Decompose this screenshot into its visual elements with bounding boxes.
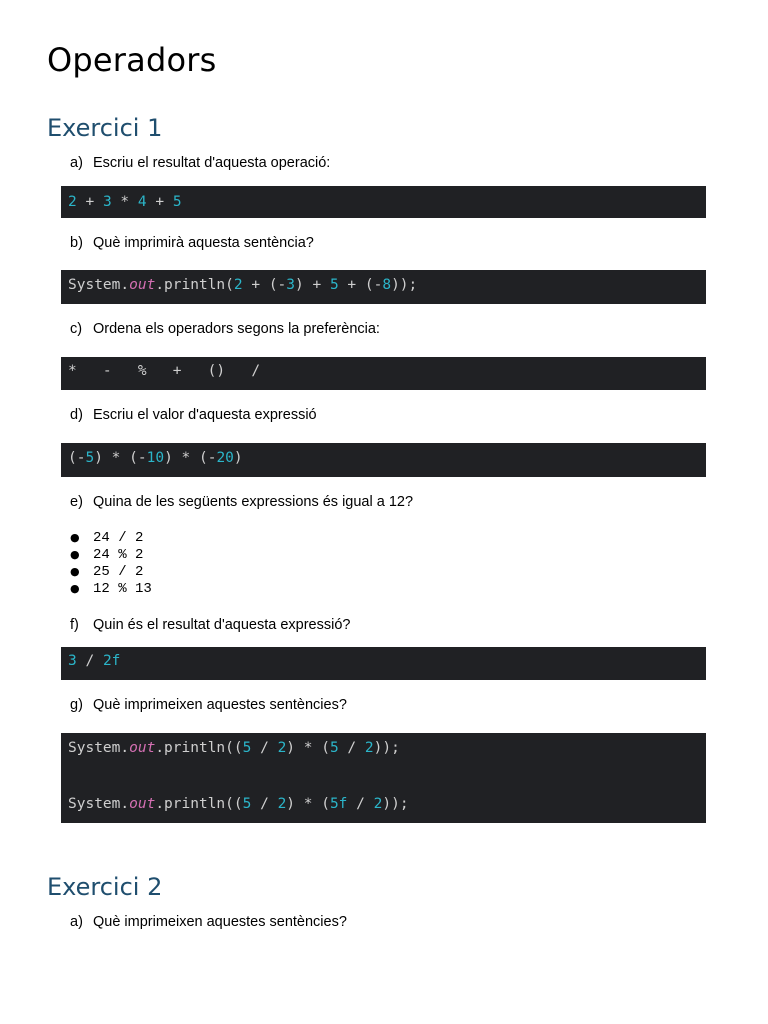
code-number: 2 — [233, 277, 243, 293]
exercise-1-heading: Exercici 1 — [47, 114, 163, 142]
code-text: ) * (- — [164, 450, 217, 466]
question-label: a) — [70, 155, 83, 171]
code-number: 2 — [364, 740, 374, 756]
code-number: 5 — [242, 740, 252, 756]
code-block-c — [61, 357, 706, 390]
question-text: Què imprimeixen aquestes sentències? — [93, 697, 347, 713]
list-item: ● 24 % 2 — [70, 547, 144, 563]
bullet-icon: ● — [70, 531, 80, 544]
code-number: 5f — [329, 796, 348, 812]
question-a — [70, 155, 330, 171]
code-number: 5 — [242, 796, 252, 812]
code-number: 2 — [277, 796, 287, 812]
code-number: 3 — [102, 194, 112, 210]
code-number: 5 — [329, 740, 339, 756]
code-text: ) — [233, 450, 243, 466]
code-number: 3 — [286, 277, 296, 293]
code-number: 5 — [172, 194, 182, 210]
question-text: Què imprimirà aquesta sentència? — [93, 235, 314, 251]
question-c — [70, 321, 380, 337]
question-text: Escriu el resultat d'aquesta operació: — [93, 155, 331, 171]
code-block-b — [61, 270, 706, 304]
code-line-2: System.out.println((5 / 2) * (5f / 2)); — [68, 796, 409, 812]
code-number: 5 — [329, 277, 339, 293]
code-block-a — [61, 186, 706, 218]
code-operator: * — [111, 194, 138, 210]
question-text: Quin és el resultat d'aquesta expressió? — [93, 617, 351, 633]
code-number: 3 — [68, 653, 77, 669]
code-number: 2f — [102, 653, 121, 669]
options-list — [70, 529, 152, 597]
code-number: 10 — [146, 450, 165, 466]
code-text: + (- — [338, 277, 383, 293]
code-operator: / — [76, 653, 103, 669]
code-text: ) + — [295, 277, 330, 293]
question-g — [70, 697, 347, 713]
question-e — [70, 494, 413, 510]
question-text: Ordena els operadors segons la preferència: — [93, 321, 380, 337]
code-number: 8 — [382, 277, 392, 293]
code-field: out — [129, 740, 156, 756]
question-label: a) — [70, 914, 83, 930]
code-operator: + — [146, 194, 173, 210]
code-text: ) * (- — [94, 450, 147, 466]
code-text: .println( — [155, 277, 234, 293]
question-label: b) — [70, 235, 83, 251]
question-label: f) — [70, 617, 79, 633]
question-label: d) — [70, 407, 83, 423]
code-number: 20 — [216, 450, 234, 466]
code-block-g — [61, 733, 706, 823]
code-operators: * - % + () / — [68, 363, 261, 379]
code-text: (- — [68, 450, 86, 466]
question-b — [70, 235, 314, 251]
question-text: Què imprimeixen aquestes sentències? — [93, 914, 347, 930]
code-line-1: System.out.println((5 / 2) * (5 / 2)); — [68, 740, 400, 756]
question-d — [70, 407, 317, 423]
code-text: System. — [68, 277, 130, 293]
bullet-icon: ● — [70, 548, 80, 561]
code-block-f — [61, 647, 706, 680]
exercise-2-heading: Exercici 2 — [47, 873, 163, 901]
code-number: 2 — [68, 194, 77, 210]
question-text: Escriu el valor d'aquesta expressió — [93, 407, 317, 423]
code-text: )); — [391, 277, 418, 293]
code-number: 2 — [373, 796, 383, 812]
code-field: out — [129, 796, 156, 812]
question-2a — [70, 914, 347, 930]
list-item: ● 12 % 13 — [70, 581, 152, 597]
code-text: + (- — [242, 277, 287, 293]
bullet-icon: ● — [70, 582, 80, 595]
question-label: g) — [70, 697, 83, 713]
list-item: ● 24 / 2 — [70, 530, 144, 546]
code-number: 4 — [137, 194, 147, 210]
code-number: 5 — [85, 450, 95, 466]
question-f — [70, 617, 350, 633]
list-item: ● 25 / 2 — [70, 564, 144, 580]
question-label: c) — [70, 321, 83, 337]
bullet-icon: ● — [70, 565, 80, 578]
question-text: Quina de les següents expressions és igual a 12? — [93, 494, 414, 510]
question-label: e) — [70, 494, 83, 510]
code-block-d — [61, 443, 706, 477]
code-number: 2 — [277, 740, 287, 756]
page-title: Operadors — [47, 41, 217, 79]
code-field: out — [129, 277, 156, 293]
code-operator: + — [76, 194, 103, 210]
